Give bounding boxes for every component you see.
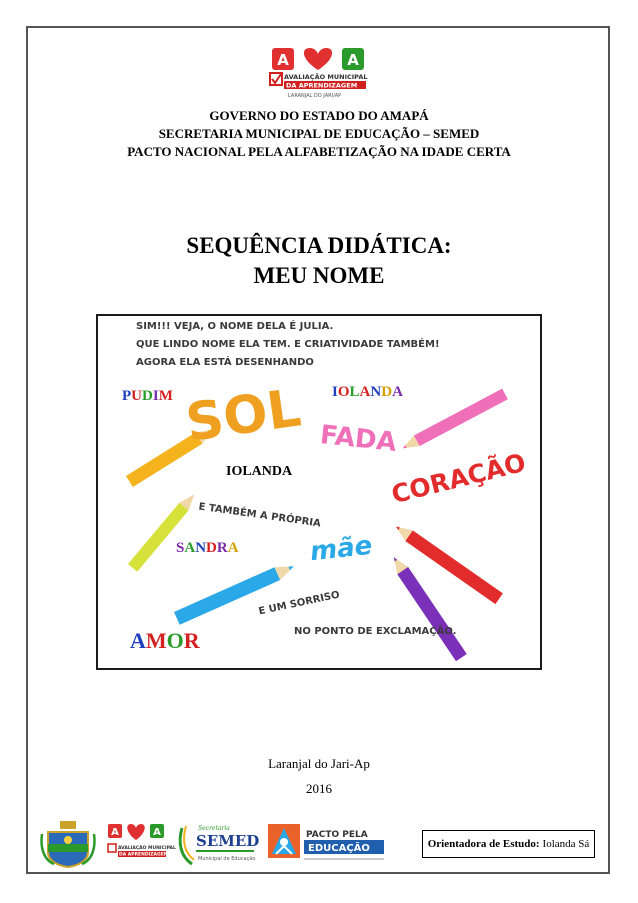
orientadora-box	[422, 830, 595, 858]
name-letter: O	[337, 384, 350, 400]
caption-line-2: QUE LINDO NOME ELA TEM. E CRIATIVIDADE TAMBÉM!	[136, 339, 440, 350]
word-coracao: CORAÇÃO	[388, 447, 529, 510]
page-title: SEQUÊNCIA DIDÁTICA:	[186, 233, 452, 258]
name-letter: A	[359, 384, 371, 400]
svg-text:AVALIAÇÃO MUNICIPAL: AVALIAÇÃO MUNICIPAL	[284, 73, 368, 81]
svg-text:LARANJAL DO JARI/AP: LARANJAL DO JARI/AP	[288, 93, 342, 99]
pacto-educacao-logo	[266, 820, 388, 868]
header-pacto: PACTO NACIONAL PELA ALFABETIZAÇÃO NA IDADE CERTA	[127, 144, 511, 159]
coat-of-arms-logo	[40, 820, 96, 868]
name-iolanda: IOLANDA	[226, 464, 293, 479]
name-letter: S	[176, 540, 185, 556]
city: Laranjal do Jari-Ap	[268, 756, 370, 771]
semed-logo	[176, 820, 258, 868]
name-letter: N	[195, 540, 207, 556]
svg-text:Municipal de Educação: Municipal de Educação	[198, 856, 256, 862]
text-tambem: E TAMBÉM A PRÓPRIA	[197, 501, 322, 530]
name-letter: M	[158, 388, 173, 404]
name-letter: I	[152, 388, 159, 404]
year: 2016	[306, 781, 332, 796]
illustration	[96, 314, 542, 670]
svg-text:A: A	[277, 51, 289, 69]
name-letter: A	[227, 540, 239, 556]
avaliacao-logo	[262, 44, 374, 102]
word-mae: mãe	[308, 530, 374, 568]
svg-text:SEMED: SEMED	[196, 832, 260, 850]
svg-text:AVALIAÇÃO MUNICIPAL: AVALIAÇÃO MUNICIPAL	[118, 846, 176, 851]
header-government: GOVERNO DO ESTADO DO AMAPÁ	[209, 108, 429, 123]
svg-text:DA APRENDIZAGEM: DA APRENDIZAGEM	[286, 81, 358, 90]
name-letter: O	[166, 628, 184, 653]
name-letter: U	[131, 388, 143, 404]
svg-text:PACTO PELA: PACTO PELA	[306, 830, 368, 840]
name-letter: P	[122, 388, 132, 404]
pencils-drawing	[98, 316, 540, 668]
orientadora-label: Orientadora de Estudo:	[427, 838, 540, 850]
text-exclamacao: NO PONTO DE EXCLAMAÇÃO.	[294, 626, 457, 637]
name-letter: A	[130, 628, 146, 653]
svg-text:A: A	[111, 827, 119, 838]
name-letter: R	[216, 540, 228, 556]
svg-text:Secretaria: Secretaria	[198, 825, 230, 832]
svg-text:EDUCAÇÃO: EDUCAÇÃO	[308, 843, 370, 854]
name-sandra	[176, 540, 239, 557]
page-subtitle: MEU NOME	[253, 263, 385, 288]
caption-line-3: AGORA ELA ESTÁ DESENHANDO	[136, 357, 314, 368]
name-letter: D	[381, 384, 393, 400]
avaliacao-logo-small	[104, 820, 176, 868]
text-sorriso: E UM SORRISO	[257, 589, 341, 618]
svg-text:A: A	[153, 827, 161, 838]
name-pudim	[122, 388, 173, 405]
name-letter: D	[142, 388, 153, 404]
name-letter: L	[349, 384, 360, 400]
svg-text:DA APRENDIZAGEM: DA APRENDIZAGEM	[119, 852, 169, 858]
name-letter: R	[183, 628, 200, 653]
word-fada: FADA	[318, 420, 398, 458]
name-letter: I	[332, 384, 338, 400]
name-letter: D	[206, 540, 217, 556]
caption-line-1: SIM!!! VEJA, O NOME DELA É JULIA.	[136, 321, 334, 332]
header-secretaria: SECRETARIA MUNICIPAL DE EDUCAÇÃO – SEMED	[158, 126, 480, 141]
word-sol: SOL	[182, 378, 305, 454]
name-amor	[130, 628, 200, 654]
name-letter: M	[145, 628, 167, 653]
name-letter: N	[370, 384, 382, 400]
orientadora-name: Iolanda Sá	[542, 838, 590, 850]
name-iolanda-colored	[332, 384, 403, 401]
name-letter: A	[184, 540, 196, 556]
name-letter: A	[392, 384, 403, 400]
svg-text:A: A	[347, 51, 359, 69]
